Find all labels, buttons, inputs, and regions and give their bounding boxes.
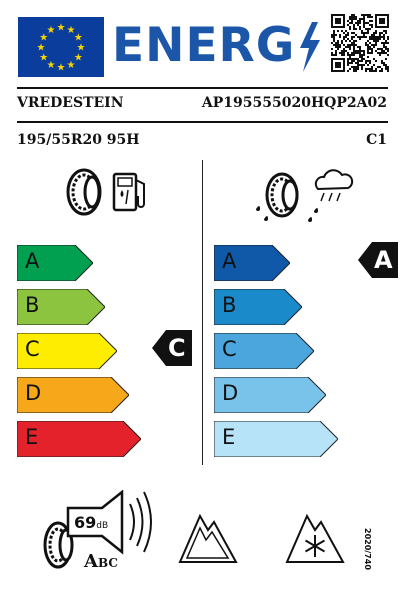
wet-bar-letter: C <box>222 337 237 361</box>
fuel-bar-d <box>17 377 129 413</box>
fuel-bar-a <box>17 245 93 281</box>
fuel-bar-letter: C <box>25 337 40 361</box>
noise-class <box>84 551 118 572</box>
eu-star-icon: ★ <box>46 59 56 71</box>
wet-rating-badge <box>358 242 398 278</box>
noise-class-active: A <box>84 551 98 572</box>
fuel-bar-e <box>17 421 141 457</box>
energy-title: ENERG <box>112 18 296 73</box>
eu-star-icon: ★ <box>73 52 83 64</box>
noise-level <box>74 513 108 532</box>
eu-star-icon: ★ <box>56 62 66 74</box>
wet-bar-b <box>214 289 302 325</box>
article-code: AP195555020HQP2A02 <box>201 95 387 111</box>
eu-stars-icon <box>18 17 104 77</box>
eu-star-icon: ★ <box>66 59 76 71</box>
eu-star-icon: ★ <box>39 32 49 44</box>
three-peak-mountain-icon <box>178 510 238 565</box>
tyre-fuel-pump-icon <box>62 168 152 216</box>
fuel-bar-letter: D <box>25 381 42 405</box>
lightning-bolt-icon <box>296 22 322 72</box>
wet-bar-letter: D <box>222 381 239 405</box>
divider-middle <box>17 121 388 123</box>
tyre-class: C1 <box>366 132 387 148</box>
wet-bar-letter: E <box>222 425 236 449</box>
wet-bar-e <box>214 421 338 457</box>
fuel-bar-b <box>17 289 105 325</box>
column-divider <box>202 160 203 465</box>
wet-bar-letter: B <box>222 293 237 317</box>
eu-star-icon: ★ <box>39 52 49 64</box>
tyre-size: 195/55R20 95H <box>17 132 140 148</box>
fuel-bar-letter: E <box>25 425 39 449</box>
fuel-rating-badge <box>152 330 192 366</box>
eu-star-icon: ★ <box>66 25 76 37</box>
wet-bar-c <box>214 333 314 369</box>
divider-top <box>17 87 388 89</box>
eu-star-icon: ★ <box>56 22 66 34</box>
eu-star-icon: ★ <box>36 42 46 54</box>
mountain-snowflake-icon <box>285 510 345 565</box>
noise-db-unit: dB <box>96 521 109 531</box>
wet-bar-letter: A <box>222 249 237 273</box>
fuel-bar-c <box>17 333 117 369</box>
wet-bar-a <box>214 245 290 281</box>
brand-name: VREDESTEIN <box>17 95 124 111</box>
fuel-bar-letter: A <box>25 249 40 273</box>
noise-class-rest: BC <box>97 556 118 570</box>
eu-star-icon: ★ <box>46 25 56 37</box>
eu-star-icon: ★ <box>73 32 83 44</box>
fuel-bar-letter: B <box>25 293 40 317</box>
fuel-rating-letter: C <box>168 334 186 362</box>
wet-rating-letter: A <box>374 246 393 274</box>
noise-db-value: 69 <box>74 513 97 532</box>
qr-code-icon[interactable] <box>331 14 389 72</box>
tyre-rain-cloud-icon <box>250 165 360 227</box>
eu-star-icon: ★ <box>76 42 86 54</box>
regulation-number: 2020/740 <box>363 528 372 570</box>
eu-flag <box>18 17 104 77</box>
wet-bar-d <box>214 377 326 413</box>
